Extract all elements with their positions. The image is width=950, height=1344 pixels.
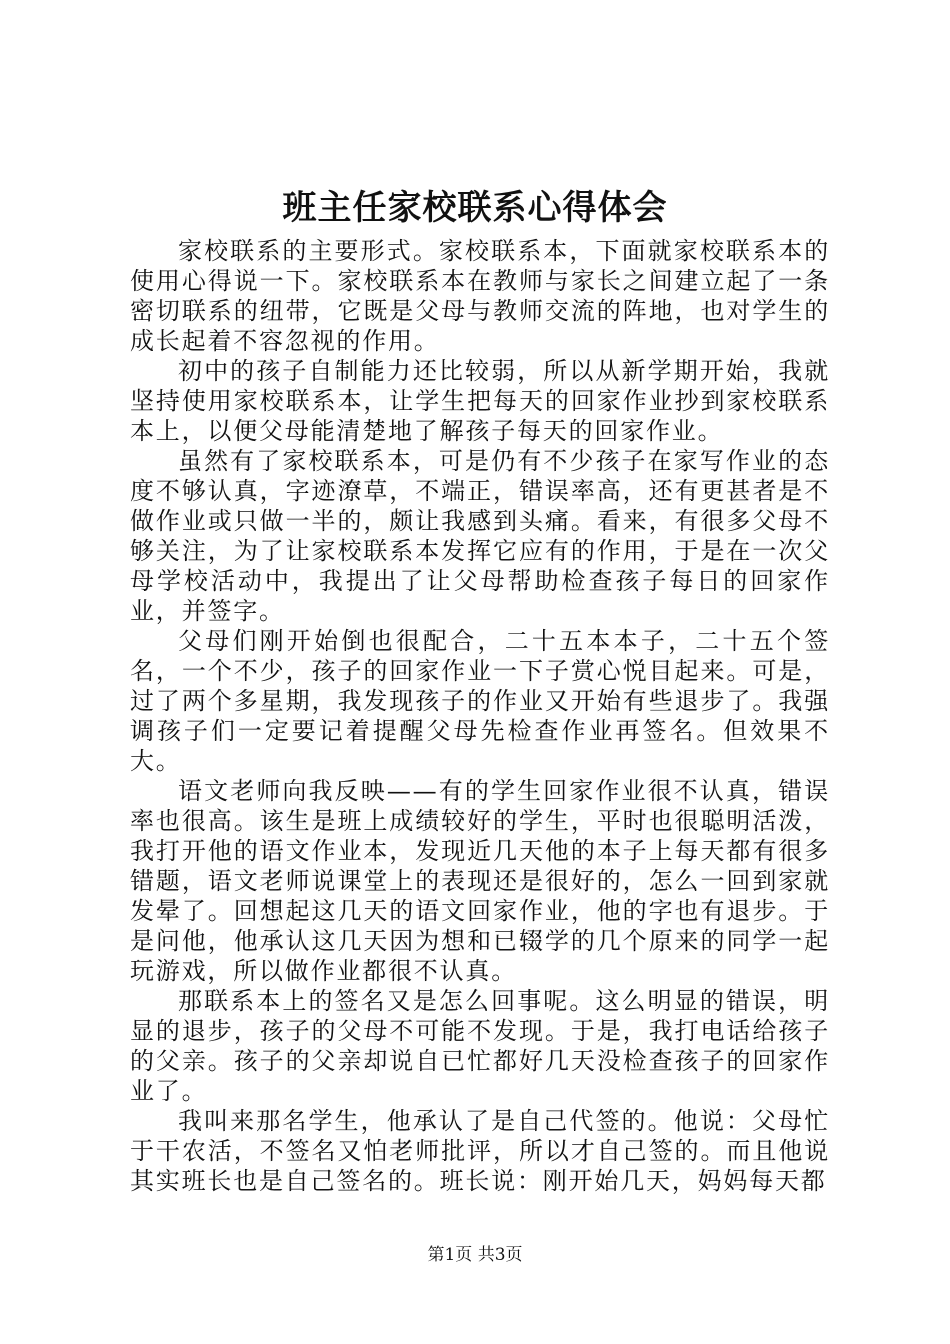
- document-title: 班主任家校联系心得体会: [282, 188, 668, 228]
- paragraph-6: 那联系本上的签名又是怎么回事呢。这么明显的错误，明显的退步，孩子的父母不可能不发现。于是，我打电话给孩子的父亲。孩子的父亲却说自已忙都好几天没检查孩子的回家作业了。: [130, 987, 830, 1105]
- paragraph-5: 语文老师向我反映——有的学生回家作业很不认真，错误率也很高。该生是班上成绩较好的学生，平时也很聪明活泼，我打开他的语文作业本，发现近几天他的本子上每天都有很多错题，语文老师说课堂上的表现还是很好的，怎么一回到家就发晕了。回想起这几天的语文回家作业，他的字也有退步。于是问他，他承认这几天因为想和已辍学的几个原来的同学一起玩游戏，所以做作业都很不认真。: [130, 777, 830, 985]
- document-body: [130, 236, 830, 1196]
- paragraph-1: 家校联系的主要形式。家校联系本，下面就家校联系本的使用心得说一下。家校联系本在教师与家长之间建立起了一条密切联系的纽带，它既是父母与教师交流的阵地，也对学生的成长起着不容忽视的作用。: [130, 237, 830, 355]
- paragraph-4: 父母们刚开始倒也很配合，二十五本本子，二十五个签名，一个不少，孩子的回家作业一下子赏心悦目起来。可是，过了两个多星期，我发现孩子的作业又开始有些退步了。我强调孩子们一定要记着提醒父母先检查作业再签名。但效果不大。: [130, 627, 830, 775]
- paragraph-7: 我叫来那名学生，他承认了是自己代签的。他说：父母忙于干农活，不签名又怕老师批评，所以才自己签的。而且他说其实班长也是自己签名的。班长说：刚开始几天，妈妈每天都: [130, 1107, 830, 1195]
- paragraph-2: 初中的孩子自制能力还比较弱，所以从新学期开始，我就坚持使用家校联系本，让学生把每天的回家作业抄到家校联系本上，以便父母能清楚地了解孩子每天的回家作业。: [130, 357, 830, 445]
- page-number: 第1页 共3页: [427, 1245, 523, 1265]
- paragraph-3: 虽然有了家校联系本，可是仍有不少孩子在家写作业的态度不够认真，字迹潦草，不端正，错误率高，还有更甚者是不做作业或只做一半的，颇让我感到头痛。看来，有很多父母不够关注，为了让家校联系本发挥它应有的作用，于是在一次父母学校活动中，我提出了让父母帮助检查孩子每日的回家作业，并签字。: [130, 447, 830, 625]
